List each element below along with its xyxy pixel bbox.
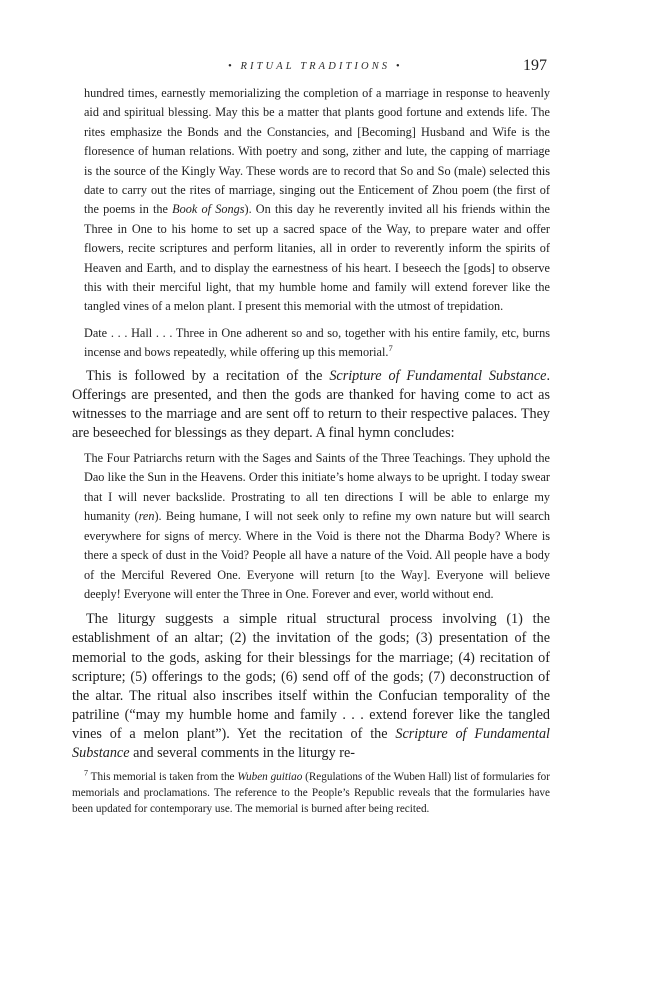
book-of-songs-title: Book of Songs: [172, 202, 245, 217]
hymn-part2: ). Being humane, I will not seek only to refine my own nature but will search everywhere for signs of mercy. Where in the Void is there not the Dharma Body? Where is there a speck of dust in the Void? People all have a nature of the Void. All people have a body of the Merciful Revered One. Everyone will return [to the Way]. Everyone will believe deeply! Everyone will enter the Three in One. Forever and ever, world without end.: [84, 509, 550, 601]
memorial-closing-text: Date . . . Hall . . . Three in One adherent so and so, together with his entire family, etc, burns incense and bows repeatedly, while offering up this memorial.: [84, 325, 550, 360]
ren-term: ren: [138, 509, 155, 524]
hymn-part1: The Four Patriarchs return with the Sages and Saints of the Three Teachings. They uphold the Dao like the Sun in the Heavens. Order this initiate’s home always to be upright. I today swear that I will never backslide. Prostrating to all ten directions I will be able to enlarge my humanity (: [84, 451, 550, 524]
memorial-text-part1: hundred times, earnestly memorializing the completion of a marriage in response to heavenly aid and spiritual blessing. May this be a matter that plants good fortune and extends life. The rites emphasize the Bonds and the Constancies, and [Becoming] Husband and Wife is the floresence of human relations. With poetry and song, zither and lute, the capping of marriage is the source of the Kingly Way. These words are to record that So and So (male) selected this date to carry out the rites of marriage, singing out the Enticement of Zhou poem (the first of the poems in the: [84, 86, 550, 217]
wuben-guitiao-title: Wuben guitiao: [237, 771, 303, 784]
memorial-closing: [72, 324, 550, 363]
footnote-reference: 7: [388, 343, 393, 354]
paragraph-2-part1: The liturgy suggests a simple ritual structural process involving (1) the establishment of an altar; (2) the invitation of the gods; (3) presentation of the memorial to the gods, asking for their blessings for the marriage; (4) recitation of scripture; (5) offerings to the gods; (6) send off of the gods; (7) deconstruction of the altar. The ritual also inscribes itself within the Confucian temporality of the patriline (“may my humble home and family . . . extend forever like the tangled vines of a melon plant”). Yet the recitation of the: [72, 611, 550, 742]
footnote-number: 7: [84, 768, 88, 778]
page-number: 197: [523, 57, 547, 74]
footnote-part1: This memorial is taken from the: [88, 771, 238, 784]
hymn-text: [72, 449, 550, 604]
paragraph-2-part2: and several comments in the liturgy re-: [129, 744, 356, 761]
paragraph-1-part1: This is followed by a recitation of the: [86, 367, 330, 384]
body-paragraph-1: [72, 367, 550, 443]
memorial-text: [72, 84, 550, 317]
paragraph-1-part2: . Offerings are presented, and then the gods are thanked for having come to act as witnesses to the marriage and are sent off to return to their respective palaces. They are beseeched for blessings as they depart. A final hymn concludes:: [72, 367, 550, 441]
scripture-title-2: Scripture of Fundamental Substance: [72, 725, 550, 761]
footnote: [72, 769, 550, 818]
running-head: • RITUAL TRADITIONS •: [228, 61, 403, 72]
page-header: [0, 57, 650, 79]
page-body: [72, 84, 550, 818]
memorial-text-part2: ). On this day he reverently invited all his friends within the Three in One to his home to set up a sacred space of the Way, to prepare water and offer flowers, recite scriptures and perform litanies, all in order to reverently inform the spirits of Heaven and Earth, and to display the earnestness of his heart. I beseech the [gods] to observe this with their merciful light, that my humble home and family will extend forever like the tangled vines of a melon plant. I present this memorial with the utmost of trepidation.: [84, 202, 550, 314]
footnote-part2: (Regulations of the Wuben Hall) list of formularies for memorials and proclamations. The reference to the People’s Republic reveals that the formularies have been updated for contemporary use. The memorial is burned after being recited.: [72, 771, 550, 816]
body-paragraph-2: [72, 610, 550, 763]
scripture-title: Scripture of Fundamental Substance: [329, 367, 547, 384]
